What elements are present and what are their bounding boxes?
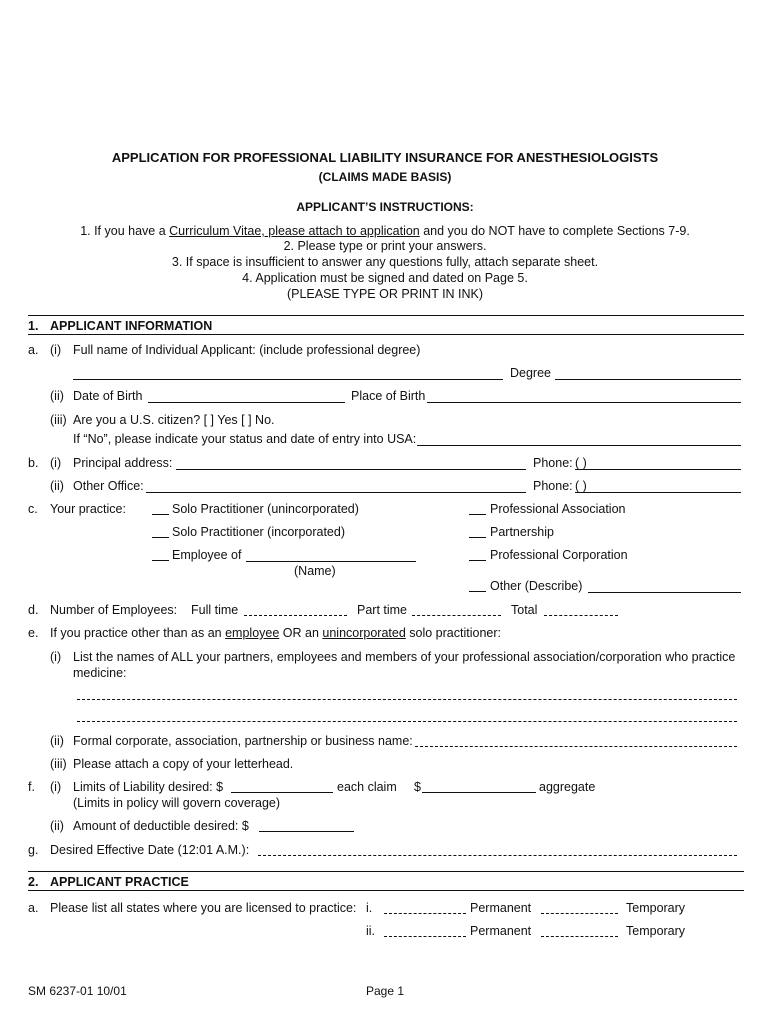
- license-row-2-num: ii.: [366, 924, 376, 938]
- curriculum-vitae-link: Curriculum Vitae, please attach to application: [169, 224, 420, 238]
- limits-each-claim-field[interactable]: [231, 792, 333, 793]
- part-time-label: Part time: [357, 603, 408, 617]
- item-c-letter: c.: [28, 502, 38, 516]
- instruction-4: 4. Application must be signed and dated on Page 5.: [242, 271, 528, 285]
- part-time-field[interactable]: [412, 615, 501, 616]
- other-office-field[interactable]: [146, 492, 526, 493]
- employer-name-field[interactable]: [246, 561, 416, 562]
- other-phone-field[interactable]: [575, 492, 741, 493]
- instruction-5: (PLEASE TYPE OR PRINT IN INK): [286, 287, 484, 301]
- principal-address-label: Principal address:: [73, 456, 173, 470]
- status-entry-field[interactable]: [417, 445, 741, 446]
- form-title: APPLICATION FOR PROFESSIONAL LIABILITY INSURANCE FOR ANESTHESIOLOGISTS: [111, 150, 659, 165]
- principal-phone-area-code: ( ): [575, 456, 587, 470]
- date-of-birth-field[interactable]: [148, 402, 345, 403]
- other-practice-field[interactable]: [588, 592, 741, 593]
- effective-date-label: Desired Effective Date (12:01 A.M.):: [50, 843, 250, 857]
- other-practice-check[interactable]: [469, 591, 486, 592]
- item-e-ii-num: (ii): [50, 734, 64, 748]
- each-claim-label: each claim: [337, 780, 397, 794]
- letterhead-note: Please attach a copy of your letterhead.: [73, 757, 294, 771]
- item-a-iii-num: (iii): [50, 413, 67, 427]
- degree-field[interactable]: [555, 379, 741, 380]
- license-row-2-permanent-field[interactable]: [384, 936, 466, 937]
- license-row-1-permanent-field[interactable]: [384, 913, 466, 914]
- employer-name-caption: (Name): [294, 564, 336, 578]
- deductible-field[interactable]: [259, 831, 354, 832]
- item-f-letter: f.: [28, 780, 35, 794]
- total-label: Total: [511, 603, 538, 617]
- partnership-label: Partnership: [490, 525, 554, 539]
- licensed-states-label: Please list all states where you are licensed to practice:: [50, 901, 357, 915]
- members-list-field-1[interactable]: [77, 699, 737, 700]
- item-e-text: If you practice other than as an employee OR an unincorporated solo practitioner:: [50, 626, 501, 640]
- form-subtitle: (CLAIMS MADE BASIS): [318, 170, 452, 184]
- license-row-2-temporary-field[interactable]: [541, 936, 618, 937]
- aggregate-label: aggregate: [539, 780, 596, 794]
- status-entry-label: If “No”, please indicate your status and date of entry into USA:: [73, 432, 417, 446]
- principal-address-field[interactable]: [176, 469, 526, 470]
- item-b-i-num: (i): [50, 456, 62, 470]
- place-of-birth-label: Place of Birth: [351, 389, 426, 403]
- members-list-label-line2: medicine:: [73, 666, 127, 680]
- solo-incorporated-check[interactable]: [152, 537, 169, 538]
- professional-association-check[interactable]: [469, 514, 486, 515]
- employee-of-label: Employee of: [172, 548, 242, 562]
- form-id: SM 6237-01 10/01: [28, 984, 127, 998]
- item-a-ii-num: (ii): [50, 389, 64, 403]
- deductible-label: Amount of deductible desired: $: [73, 819, 249, 833]
- full-name-field[interactable]: [73, 379, 503, 380]
- section-1-title: APPLICANT INFORMATION: [50, 319, 213, 333]
- item-e-letter: e.: [28, 626, 39, 640]
- item-e-i-num: (i): [50, 650, 62, 664]
- business-name-field[interactable]: [415, 746, 737, 747]
- members-list-label-line1: List the names of ALL your partners, employees and members of your professional association/corporation who practice: [73, 650, 736, 664]
- employees-label: Number of Employees:: [50, 603, 178, 617]
- full-time-field[interactable]: [244, 615, 347, 616]
- total-field[interactable]: [544, 615, 618, 616]
- solo-unincorporated-label: Solo Practitioner (unincorporated): [172, 502, 359, 516]
- section-2-number: 2.: [28, 875, 39, 889]
- item-f-ii-num: (ii): [50, 819, 64, 833]
- instruction-2: 2. Please type or print your answers.: [283, 239, 487, 253]
- degree-label: Degree: [510, 366, 551, 380]
- solo-unincorporated-check[interactable]: [152, 514, 169, 515]
- us-citizen-question[interactable]: Are you a U.S. citizen? [ ] Yes [ ] No.: [73, 413, 275, 427]
- other-phone-label: Phone:: [533, 479, 573, 493]
- employee-of-check[interactable]: [152, 560, 169, 561]
- item-d-letter: d.: [28, 603, 39, 617]
- section-2-top-rule: [28, 871, 744, 872]
- section-1-number: 1.: [28, 319, 39, 333]
- section-2-title: APPLICANT PRACTICE: [50, 875, 189, 889]
- business-name-label: Formal corporate, association, partnership or business name:: [73, 734, 413, 748]
- item-b-ii-num: (ii): [50, 479, 64, 493]
- solo-incorporated-label: Solo Practitioner (incorporated): [172, 525, 345, 539]
- effective-date-field[interactable]: [258, 855, 737, 856]
- license-row-2-permanent-label: Permanent: [470, 924, 532, 938]
- date-of-birth-label: Date of Birth: [73, 389, 143, 403]
- members-list-field-2[interactable]: [77, 721, 737, 722]
- professional-corporation-label: Professional Corporation: [490, 548, 628, 562]
- license-row-2-temporary-label: Temporary: [626, 924, 686, 938]
- item-2a-letter: a.: [28, 901, 39, 915]
- item-g-letter: g.: [28, 843, 39, 857]
- other-practice-label: Other (Describe): [490, 579, 583, 593]
- limits-label: Limits of Liability desired: $: [73, 780, 224, 794]
- instruction-3: 3. If space is insufficient to answer any questions fully, attach separate sheet.: [171, 255, 599, 269]
- professional-corporation-check[interactable]: [469, 560, 486, 561]
- license-row-1-temporary-label: Temporary: [626, 901, 686, 915]
- principal-phone-label: Phone:: [533, 456, 573, 470]
- page-number: Page 1: [366, 984, 405, 998]
- item-b-letter: b.: [28, 456, 39, 470]
- instruction-1: 1. If you have a Curriculum Vitae, please attach to application and you do NOT have to complete Sections 7-9.: [80, 224, 690, 238]
- item-f-i-num: (i): [50, 780, 62, 794]
- instructions-heading: APPLICANT’S INSTRUCTIONS:: [296, 200, 474, 214]
- section-1-bottom-rule: [28, 334, 744, 335]
- item-a-i-num: (i): [50, 343, 62, 357]
- principal-phone-field[interactable]: [575, 469, 741, 470]
- full-name-label: Full name of Individual Applicant: (include professional degree): [73, 343, 421, 357]
- limits-aggregate-field[interactable]: [422, 792, 536, 793]
- your-practice-label: Your practice:: [50, 502, 126, 516]
- item-a-letter: a.: [28, 343, 39, 357]
- limits-note: (Limits in policy will govern coverage): [73, 796, 281, 810]
- license-row-1-permanent-label: Permanent: [470, 901, 532, 915]
- license-row-1-temporary-field[interactable]: [541, 913, 618, 914]
- section-1-top-rule: [28, 315, 744, 316]
- other-office-label: Other Office:: [73, 479, 144, 493]
- place-of-birth-field[interactable]: [427, 402, 741, 403]
- aggregate-dollar-sign: $: [414, 780, 421, 794]
- other-phone-area-code: ( ): [575, 479, 587, 493]
- license-row-1-num: i.: [366, 901, 373, 915]
- section-2-bottom-rule: [28, 890, 744, 891]
- partnership-check[interactable]: [469, 537, 486, 538]
- professional-association-label: Professional Association: [490, 502, 626, 516]
- item-e-iii-num: (iii): [50, 757, 67, 771]
- full-time-label: Full time: [191, 603, 239, 617]
